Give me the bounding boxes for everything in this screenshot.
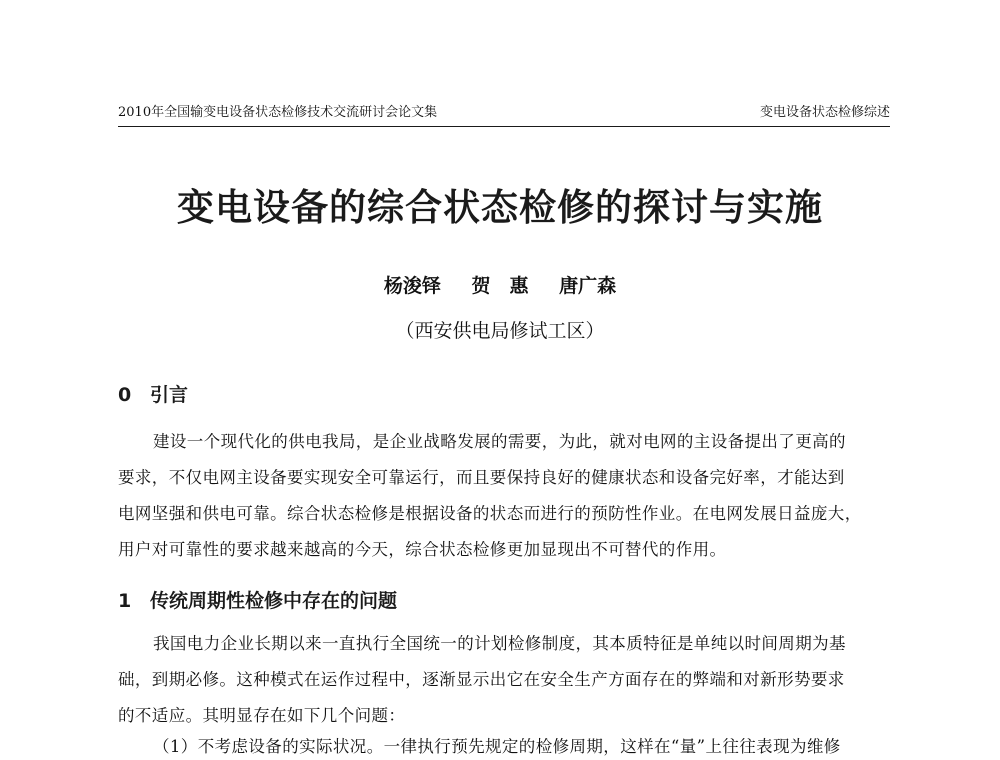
running-header <box>118 104 890 127</box>
section-number: 0 <box>118 384 132 406</box>
author-name: 唐广森 <box>559 275 617 297</box>
author-name: 杨浚铎 <box>383 275 441 297</box>
header-section-title: 变电设备状态检修综述 <box>759 105 890 120</box>
paragraph-line: 我国电力企业长期以来一直执行全国统一的计划检修制度，其本质特征是单纯以时间周期为基 <box>153 634 846 653</box>
paragraph-line: 用户对可靠性的要求越来越高的今天，综合状态检修更加显现出不可替代的作用。 <box>118 540 727 559</box>
paragraph-line: 建设一个现代化的供电我局，是企业战略发展的需要，为此，就对电网的主设备提出了更高的 <box>153 432 846 451</box>
author-affiliation: （西安供电局修试工区） <box>395 320 605 342</box>
problems-paragraph <box>118 626 890 734</box>
header-proceedings-title: 2010年全国输变电设备状态检修技术交流研讨会论文集 <box>118 105 438 120</box>
section-title: 传统周期性检修中存在的问题 <box>150 590 398 612</box>
paragraph-line: 电网坚强和供电可靠。综合状态检修是根据设备的状态而进行的预防性作业。在电网发展日益庞大， <box>118 504 862 523</box>
author-list <box>0 273 1000 299</box>
section-number: 1 <box>118 590 132 612</box>
section-title: 引言 <box>150 384 189 406</box>
paragraph-line: 础，到期必修。这种模式在运作过程中，逐渐显示出它在安全生产方面存在的弊端和对新形势要求 <box>118 670 845 689</box>
list-item-1: （1）不考虑设备的实际状况。一律执行预先规定的检修周期，这样在“量”上往往表现为维修 <box>153 737 841 756</box>
paper-title: 变电设备的综合状态检修的探讨与实施 <box>177 186 823 229</box>
section-heading-problems <box>118 588 397 614</box>
author-name: 贺 惠 <box>471 275 529 297</box>
section-heading-introduction <box>118 382 188 408</box>
paragraph-line: 的不适应。其明显存在如下几个问题： <box>118 706 406 725</box>
introduction-paragraph <box>118 424 890 568</box>
paragraph-line: 要求，不仅电网主设备要实现安全可靠运行，而且要保持良好的健康状态和设备完好率，才能达到 <box>118 468 845 487</box>
